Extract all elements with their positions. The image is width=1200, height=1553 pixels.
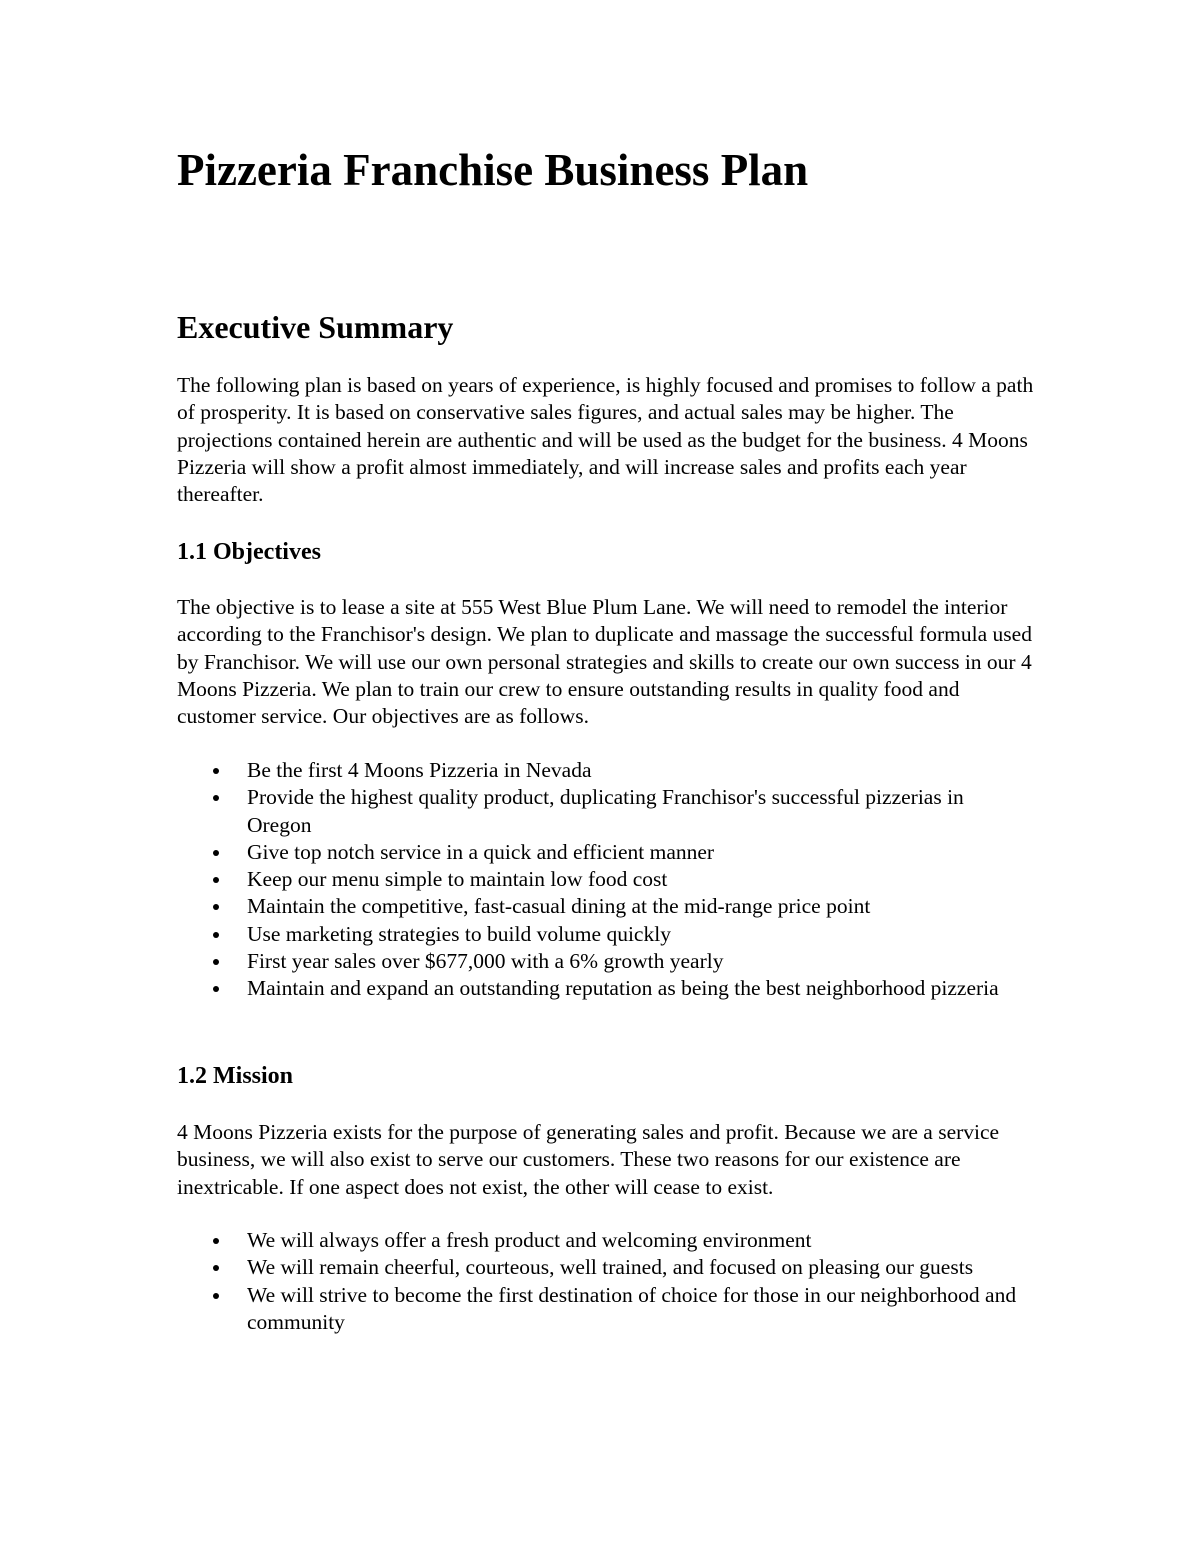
list-item	[177, 1227, 1027, 1254]
objectives-paragraph: The objective is to lease a site at 555 West Blue Plum Lane. We will need to remodel the interior according to the Franchisor's design. We plan to duplicate and massage the successful formula used by Franchisor. We will use our own personal strategies and skills to create our own success in our 4 Moons Pizzeria. We plan to train our crew to ensure outstanding results in quality food and customer service. Our objectives are as follows.	[177, 595, 1032, 729]
objectives-heading: 1.1 Objectives	[177, 539, 321, 565]
list-item	[177, 866, 1027, 893]
list-item-text: We will always offer a fresh product and welcoming environment	[247, 1228, 812, 1252]
list-item-text: Provide the highest quality product, duplicating Franchisor's successful pizzerias in Oregon	[247, 785, 964, 837]
list-item	[177, 1254, 1027, 1281]
list-item-text: Use marketing strategies to build volume quickly	[247, 921, 671, 946]
bullet-icon	[213, 1265, 219, 1271]
list-item-text: First year sales over $677,000 with a 6% growth yearly	[247, 949, 724, 974]
list-item	[177, 839, 1027, 866]
bullet-icon	[213, 932, 219, 938]
bullet-icon	[213, 904, 219, 910]
list-item-text: Give top notch service in a quick and efficient manner	[247, 839, 715, 864]
list-item-text: We will strive to become the first destination of choice for those in our neighborhood and community	[247, 1282, 1017, 1334]
executive-summary-paragraph: The following plan is based on years of experience, is highly focused and promises to follow a path of prosperity. It is based on conservative sales figures, and actual sales may be higher. The projections contained herein are authentic and will be used as the budget for the business. 4 Moons Pizzeria will show a profit almost immediately, and will increase sales and profits each year thereafter.	[177, 373, 1034, 507]
list-item	[177, 757, 1027, 784]
list-item	[177, 784, 1027, 839]
list-item-text: Be the first 4 Moons Pizzeria in Nevada	[247, 758, 592, 782]
list-item	[177, 893, 1027, 920]
bullet-icon	[213, 850, 219, 856]
list-item-text: Keep our menu simple to maintain low food cost	[247, 867, 668, 892]
bullet-icon	[213, 1293, 219, 1299]
executive-summary-heading: Executive Summary	[177, 309, 454, 345]
bullet-icon	[213, 986, 219, 992]
list-item-text: We will remain cheerful, courteous, well trained, and focused on pleasing our guests	[247, 1255, 974, 1280]
bullet-icon	[213, 795, 219, 801]
objectives-list	[177, 757, 1037, 1003]
list-item-text: Maintain the competitive, fast-casual dining at the mid-range price point	[247, 894, 871, 919]
bullet-icon	[213, 768, 219, 774]
list-item	[177, 1282, 1027, 1337]
mission-heading: 1.2 Mission	[177, 1063, 294, 1089]
bullet-icon	[213, 877, 219, 883]
list-item	[177, 975, 1027, 1002]
bullet-icon	[213, 1238, 219, 1244]
list-item-text: Maintain and expand an outstanding reputation as being the best neighborhood pizzeria	[247, 976, 999, 1001]
mission-paragraph: 4 Moons Pizzeria exists for the purpose of generating sales and profit. Because we are a service business, we will also exist to serve our customers. These two reasons for our existence are inextricable. If one aspect does not exist, the other will cease to exist.	[177, 1120, 1000, 1199]
list-item	[177, 948, 1027, 975]
document-title: Pizzeria Franchise Business Plan	[177, 145, 809, 195]
bullet-icon	[213, 959, 219, 965]
list-item	[177, 921, 1027, 948]
mission-list	[177, 1227, 1037, 1336]
